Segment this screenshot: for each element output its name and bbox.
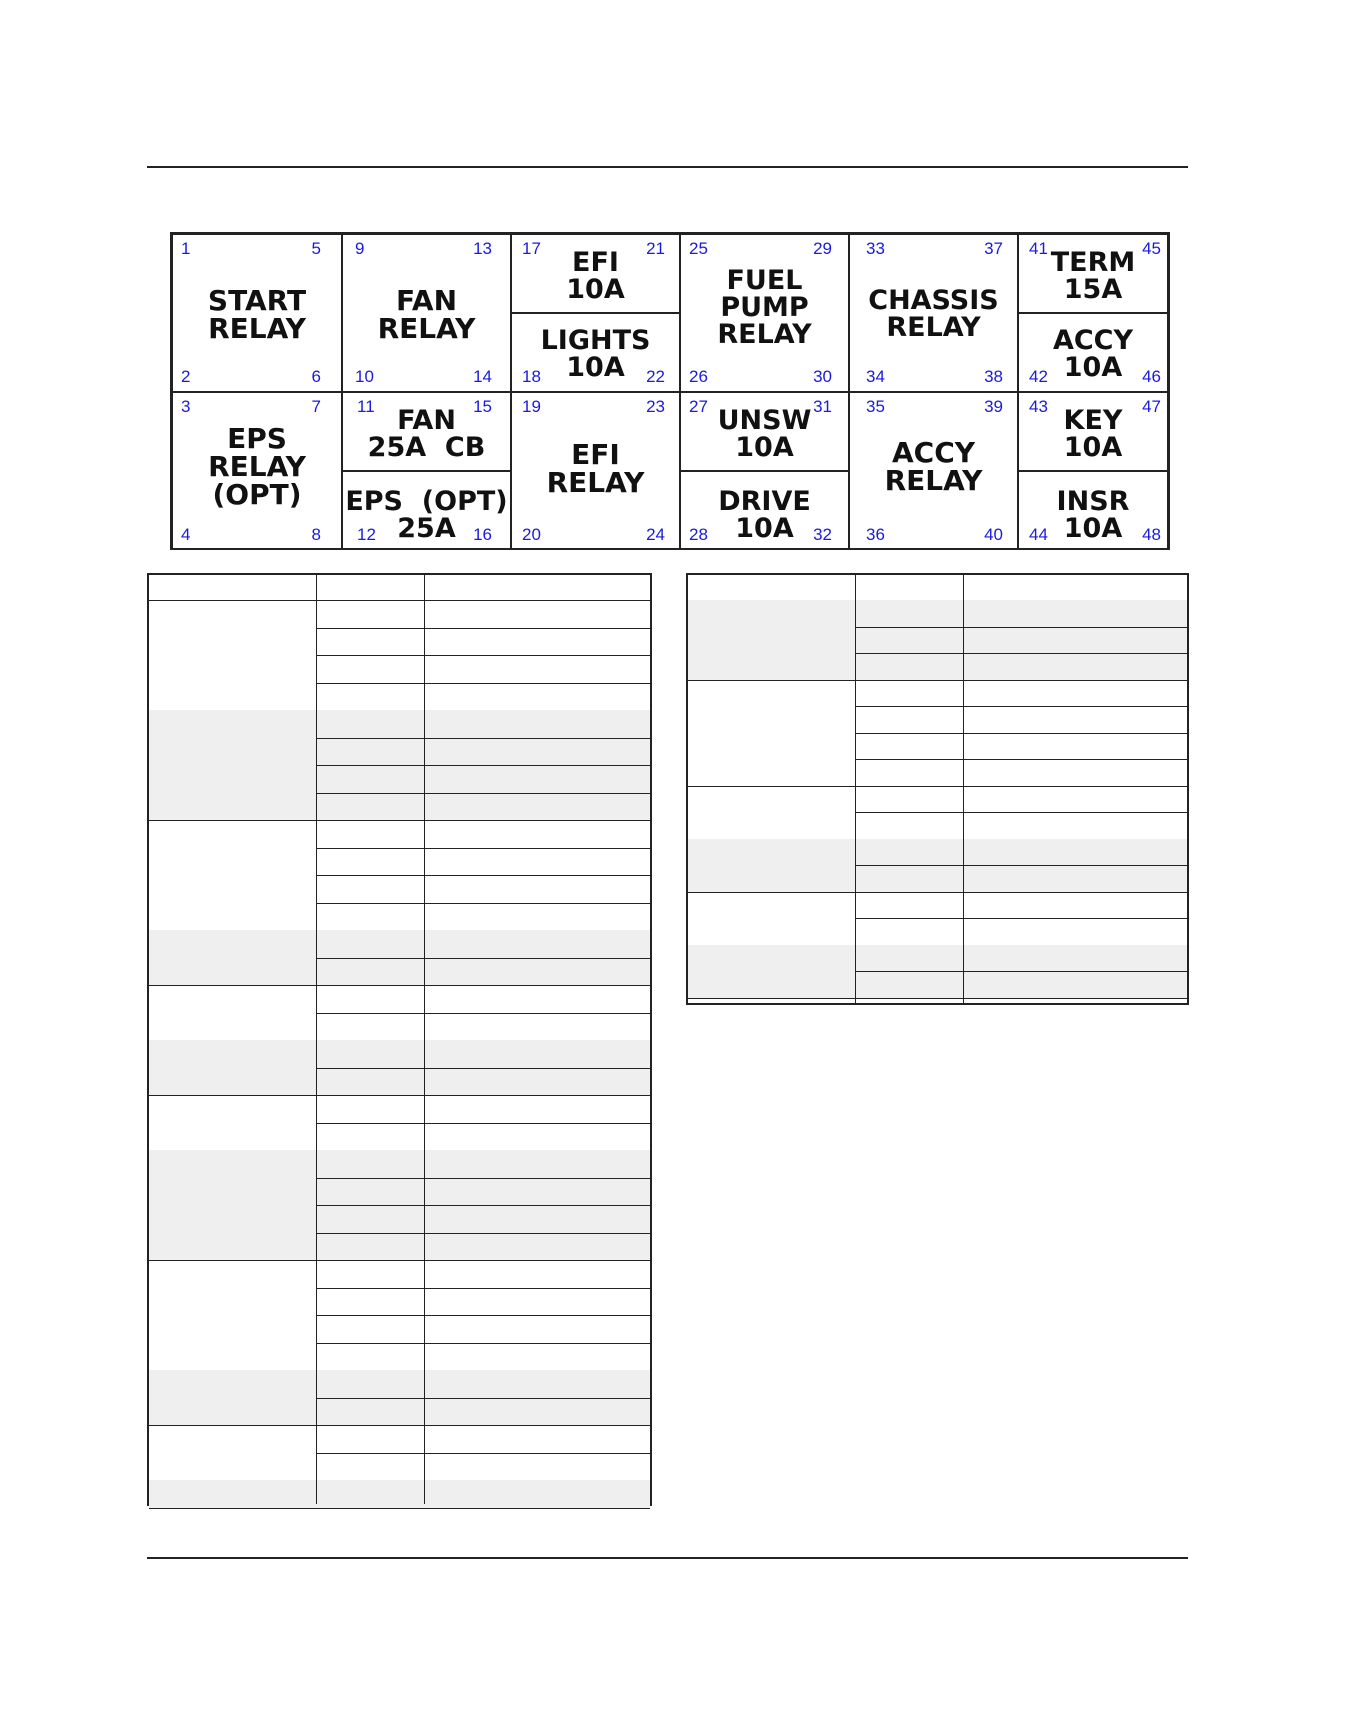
accy-fuse-label: ACCY 10A (1052, 325, 1134, 383)
pin-label: 14 (473, 367, 492, 386)
accy-relay-label: ACCY RELAY (884, 436, 983, 497)
pin-label: 28 (689, 525, 708, 544)
fuel-pump-relay-cell (680, 234, 849, 392)
table-row-divider (316, 875, 650, 876)
efi-relay-cell (511, 392, 680, 550)
table-row-group (688, 600, 1187, 680)
table-column-divider (963, 575, 964, 1003)
pin-label: 27 (689, 397, 708, 416)
table-column-divider (316, 575, 317, 1504)
accy-fuse-cell (1018, 313, 1168, 392)
bottom-rule (147, 1557, 1188, 1559)
table-row-group (149, 1480, 650, 1508)
pin-label: 26 (689, 367, 708, 386)
pin-label: 5 (311, 239, 321, 258)
pin-label: 46 (1142, 367, 1161, 386)
pin-label: 38 (984, 367, 1003, 386)
table-group-divider (688, 998, 1187, 999)
top-rule (147, 166, 1188, 168)
fan-relay-cell (342, 234, 511, 392)
lights-fuse-cell (511, 313, 680, 392)
chassis-relay-label: CHASSIS RELAY (868, 285, 999, 343)
eps-opt-cell (342, 471, 511, 550)
insr-fuse-cell (1018, 471, 1168, 550)
table-column-divider (855, 575, 856, 1003)
table-row-divider (316, 683, 650, 684)
table-row-divider (316, 628, 650, 629)
term-fuse-label: TERM 15A (1050, 247, 1136, 305)
table-row-divider (316, 793, 650, 794)
pin-label: 41 (1029, 239, 1048, 258)
eps-relay-label: EPS RELAY (OPT) (208, 422, 306, 511)
fan-cb-cell (342, 392, 511, 471)
table-row-divider (316, 1398, 650, 1399)
pin-label: 3 (181, 397, 191, 416)
table-row-divider (316, 1068, 650, 1069)
pin-label: 32 (813, 525, 832, 544)
pin-label: 37 (984, 239, 1003, 258)
pin-label: 1 (181, 239, 191, 258)
drive-fuse-label: DRIVE 10A (718, 486, 811, 544)
pin-label: 19 (522, 397, 541, 416)
table-row-divider (316, 1288, 650, 1289)
pin-label: 29 (813, 239, 832, 258)
pin-label: 12 (357, 525, 376, 544)
unsw-fuse-label: UNSW 10A (717, 405, 812, 463)
pin-label: 33 (866, 239, 885, 258)
fan-relay-label: FAN RELAY (377, 284, 476, 345)
table-row-divider (316, 1178, 650, 1179)
pin-label: 17 (522, 239, 541, 258)
left-pinout-table (147, 573, 652, 1506)
table-row-divider (855, 865, 1187, 866)
pin-label: 23 (646, 397, 665, 416)
pin-label: 39 (984, 397, 1003, 416)
table-row-divider (855, 733, 1187, 734)
pin-label: 40 (984, 525, 1003, 544)
fan-cb-label: FAN 25A CB (367, 405, 486, 463)
pin-label: 21 (646, 239, 665, 258)
pin-label: 43 (1029, 397, 1048, 416)
table-column-divider (424, 575, 425, 1504)
table-row-divider (316, 1343, 650, 1344)
start-relay-label: START RELAY (207, 284, 307, 345)
eps-opt-label: EPS (OPT) 25A (345, 486, 508, 544)
pin-label: 45 (1142, 239, 1161, 258)
table-group-divider (149, 1508, 650, 1509)
table-row-divider (855, 918, 1187, 919)
key-fuse-label: KEY 10A (1063, 405, 1123, 463)
table-row-divider (316, 903, 650, 904)
efi-fuse-label: EFI 10A (566, 247, 625, 305)
pin-label: 4 (181, 525, 191, 544)
efi-relay-label: EFI RELAY (546, 438, 645, 499)
chassis-relay-cell (849, 234, 1018, 392)
pin-label: 31 (813, 397, 832, 416)
table-row-divider (316, 765, 650, 766)
table-row-divider (316, 655, 650, 656)
table-row-divider (316, 1453, 650, 1454)
pin-label: 25 (689, 239, 708, 258)
pin-label: 15 (473, 397, 492, 416)
pin-label: 13 (473, 239, 492, 258)
pin-label: 47 (1142, 397, 1161, 416)
lights-fuse-label: LIGHTS 10A (540, 325, 651, 383)
table-row-divider (316, 958, 650, 959)
start-relay-cell (172, 234, 342, 392)
pin-label: 44 (1029, 525, 1048, 544)
pin-label: 16 (473, 525, 492, 544)
table-row-divider (855, 627, 1187, 628)
pin-label: 2 (181, 367, 191, 386)
accy-relay-cell (849, 392, 1018, 550)
pin-label: 11 (357, 397, 375, 416)
table-row-divider (316, 1123, 650, 1124)
fuel-pump-relay-label: FUEL PUMP RELAY (717, 265, 812, 350)
pin-label: 22 (646, 367, 665, 386)
table-row-divider (855, 653, 1187, 654)
table-row-divider (316, 1315, 650, 1316)
table-row-divider (316, 738, 650, 739)
table-row-divider (855, 706, 1187, 707)
insr-fuse-label: INSR 10A (1056, 486, 1130, 544)
pin-label: 34 (866, 367, 885, 386)
pin-label: 6 (311, 367, 321, 386)
pin-label: 24 (646, 525, 665, 544)
pin-label: 42 (1029, 367, 1048, 386)
table-row-divider (316, 1013, 650, 1014)
pin-label: 30 (813, 367, 832, 386)
pin-label: 48 (1142, 525, 1161, 544)
right-pinout-table (686, 573, 1189, 1005)
drive-fuse-cell (680, 471, 849, 550)
fuse-box-diagram (170, 232, 1170, 550)
eps-relay-cell (172, 392, 342, 550)
table-row-divider (855, 759, 1187, 760)
table-row-divider (855, 971, 1187, 972)
pin-label: 10 (355, 367, 374, 386)
pin-label: 36 (866, 525, 885, 544)
unsw-fuse-cell (680, 392, 849, 471)
pin-label: 20 (522, 525, 541, 544)
table-row-divider (316, 1233, 650, 1234)
efi-fuse-cell (511, 234, 680, 313)
key-fuse-cell (1018, 392, 1168, 471)
table-row-divider (855, 812, 1187, 813)
table-row-divider (316, 1205, 650, 1206)
pin-label: 18 (522, 367, 541, 386)
pin-label: 35 (866, 397, 885, 416)
pin-label: 7 (311, 397, 321, 416)
pin-label: 8 (311, 525, 321, 544)
pin-label: 9 (355, 239, 365, 258)
term-fuse-cell (1018, 234, 1168, 313)
table-row-divider (316, 848, 650, 849)
